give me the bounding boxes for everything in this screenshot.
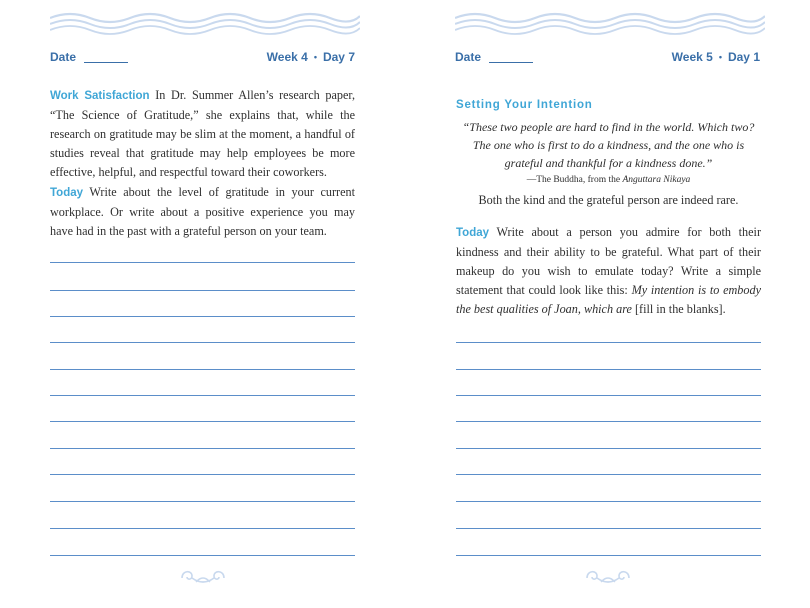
today-prompt-paragraph bbox=[456, 223, 761, 319]
swirl-ornament-icon bbox=[583, 566, 633, 588]
paragraph-text: In Dr. Summer Allen’s research paper, “The Science of Gratitude,” she explains that, while the research on gratitude may be slim at the moment, a handful of studies reveal that gratitude may help employees be more effective, helpful, and respectful toward their coworkers. bbox=[50, 88, 355, 179]
week-label: Week 4 bbox=[266, 50, 308, 64]
separator-dot: • bbox=[313, 52, 317, 62]
section-heading: Setting Your Intention bbox=[456, 99, 593, 111]
paragraph-lead: Work Satisfaction bbox=[50, 90, 150, 102]
swirl-ornament-icon bbox=[178, 566, 228, 588]
day-label: Day 1 bbox=[727, 50, 760, 64]
paragraph-lead: Today bbox=[50, 187, 84, 199]
wave-border-icon bbox=[455, 10, 765, 36]
page-header bbox=[455, 50, 760, 68]
intention-example: My intention is to embody the best qualities of Joan, which are bbox=[456, 283, 762, 316]
rare-statement: Both the kind and the grateful person are indeed rare. bbox=[478, 193, 739, 207]
date-label: Date bbox=[50, 50, 77, 64]
work-satisfaction-paragraph bbox=[50, 86, 355, 182]
quote-attribution bbox=[456, 175, 761, 185]
paragraph-lead: Today bbox=[456, 227, 490, 239]
week-day-label bbox=[267, 50, 355, 64]
page-header bbox=[50, 50, 355, 68]
paragraph-text: Write about the level of gratitude in your current workplace. Or write about a positive experience you may have had in the past with a grateful person on your team. bbox=[50, 185, 355, 238]
wave-border-icon bbox=[50, 10, 360, 36]
week-day-label bbox=[672, 50, 760, 64]
attribution-prefix: —The Buddha, from the bbox=[526, 175, 623, 185]
date-label: Date bbox=[455, 50, 482, 64]
separator-dot: • bbox=[718, 52, 722, 62]
paragraph-text: Write about a person you admire for both their kindness and their ability to be grateful. What part of their makeup do you wish to emulate today? Write a simple statement that could look like this: bbox=[456, 225, 761, 297]
attribution-source: Anguttara Nikaya bbox=[622, 175, 691, 185]
date-field[interactable] bbox=[84, 62, 128, 63]
buddha-quote: “These two people are hard to find in the world. Which two? The one who is first to do a kindness, and the one who is grateful and thankful for a kindness done.” bbox=[462, 120, 755, 170]
week-label: Week 5 bbox=[671, 50, 713, 64]
day-label: Day 7 bbox=[322, 50, 355, 64]
date-field[interactable] bbox=[489, 62, 533, 63]
paragraph-end: [fill in the blanks]. bbox=[631, 302, 726, 316]
today-prompt-paragraph bbox=[50, 183, 355, 241]
